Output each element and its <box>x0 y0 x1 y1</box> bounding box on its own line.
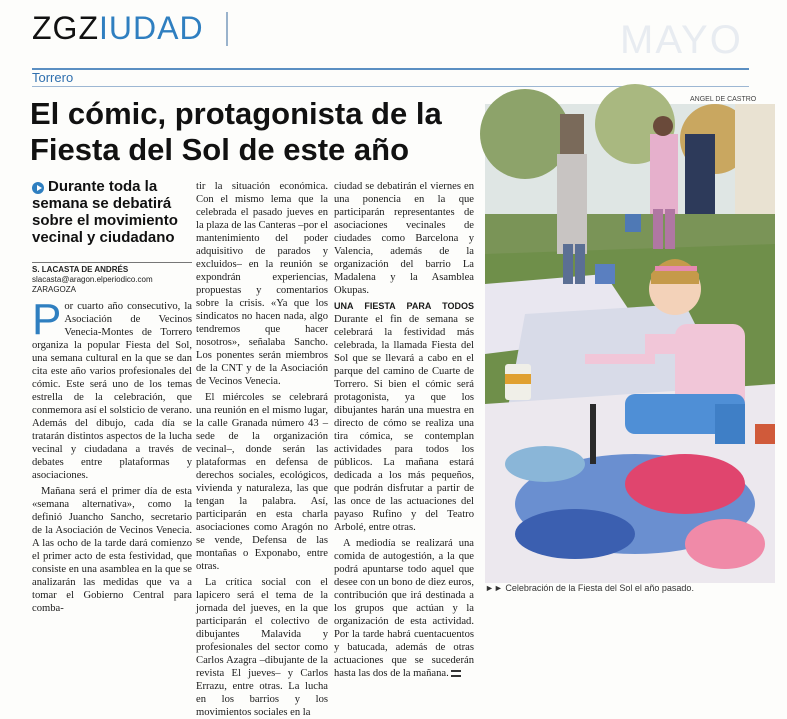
body-column-2 <box>196 180 328 718</box>
headline: El cómic, protagonista de la Fiesta del Sol de este año <box>30 96 442 167</box>
body-paragraph: El miércoles se celebrará una reunión en el mismo lugar, la calle Granada número 43 –sede de la organización vecinal–, donde serán las plataformas en defensa de derechos sociales, ecológicos, vivienda y naturaleza, las que tengan la palabra. Así, participarán en esta charla asociaciones como Aragón no se vende, Defensa de las montañas o Exponabo, entre otras. <box>196 392 328 572</box>
paragraph-text: or cuarto año consecutivo, la Asociación de Vecinos Venecia-Montes de Torrero organiza la popular Fiesta del Sol, una semana cultural en la que se dan cita este año varios profesionales del cómic. Este será uno de los temas estrella de la celebración, que conmemora así el solsticio de verano. Además del dibujo, cada día se tratarán distintos aspectos de la lucha vecinal y ciudadana a través de debates entre plataformas y asociaciones. <box>32 301 192 481</box>
body-paragraph <box>32 295 192 482</box>
byline-email: slacasta@aragon.elperiodico.com <box>32 275 153 284</box>
photo-credit: ANGEL DE CASTRO <box>690 96 757 103</box>
byline-place: ZARAGOZA <box>32 285 77 294</box>
logo-divider <box>226 12 228 46</box>
news-photo <box>485 104 775 583</box>
body-column-1 <box>32 295 192 614</box>
byline <box>32 262 192 295</box>
body-paragraph: Mañana será el primer día de esta «semana alternativa», como la definió Juancho Sancho, secretario de la Asociación de Vecinos Venecia. A las ocho de la tarde dará comienzo el primer acto de esta festividad, que consiste en una asamblea en la que se analizarán las medidas que va a tomar el Gobierno Central para comba- <box>32 486 192 614</box>
news-photo-illustration <box>485 104 775 583</box>
top-rule <box>32 68 749 70</box>
byline-author: S. LACASTA DE ANDRÉS <box>32 265 129 274</box>
kicker: Torrero <box>32 70 74 85</box>
body-column-3 <box>334 180 474 679</box>
photo-caption: ►► Celebración de la Fiesta del Sol el año pasado. <box>485 583 694 593</box>
section-prefix: ZGZ <box>32 10 99 46</box>
body-paragraph <box>334 537 474 680</box>
body-paragraph <box>334 300 474 534</box>
section-watermark: MAYO <box>620 18 743 62</box>
paragraph-text: A mediodía se realizará una comida de autogestión, a la que podrá apuntarse todo aquel que desee con un bono de diez euros, contribución que irá destinada a los grupos que actúan y la organización de esta actividad. Por la tarde habrá cuentacuentos y batucada, además de otras actuaciones que se sucederán hasta las dos de la mañana. <box>334 538 474 679</box>
paragraph-text: Durante el fin de semana se celebrará la festividad más celebrada, la llamada Fiesta del Sol que se llevará a cabo en el parque del camino de Cuarte de Torrero. Si bien el cómic será protagonista, ya que los dibujantes harán una muestra en directo de cómo se realiza una tira cómica, se contemplan actividades para todos los públicos. La mañana estará dedicada a los más pequeños, que podrán disfrutar a partir de las once de las actuaciones del payaso Rufino y del Teatro Arbolé, entre otras. <box>334 314 474 533</box>
section-logo <box>32 8 204 48</box>
body-paragraph: tir la situación económica. Con el mismo lema que la celebrada el pasado jueves en la plaza de las Canteras –por el mantenimiento del poder adquisitivo de parados y excluidos– en la reunión se expondrán experiencias, propuestas y comentarios sobre la crisis. «Ya que los sindicatos no hacen nada, algo tendremos que hacer nosotros», señalaba Sancho. Los ponentes serán miembros de la CNT y de la Asociación de Vecinos Venecia. <box>196 181 328 387</box>
drop-cap: P <box>32 295 62 344</box>
body-paragraph: ciudad se debatirán el viernes en una ponencia en la que participarán representantes de asociaciones vecinales de ciudades como Barcelona y Valencia, además de la organización del barrio La Madalena y la Asamblea Okupas. <box>334 181 474 296</box>
deck: Durante toda la semana se debatirá sobre el movimiento vecinal y ciudadano <box>32 178 178 246</box>
section-suffix: IUDAD <box>98 10 204 46</box>
body-paragraph: La crítica social con el lapicero será el tema de la jornada del jueves, en la que participarán el colectivo de dibujantes Malavida y profesionales del sector como Carlos Azagra –dibujante de la revista El jueves– y Carlos Errazu, entre otras. La lucha en los barrios y los movimientos sociales en la <box>196 577 328 718</box>
lead-in: UNA FIESTA PARA TODOS <box>334 301 474 311</box>
end-mark-icon <box>451 670 461 677</box>
